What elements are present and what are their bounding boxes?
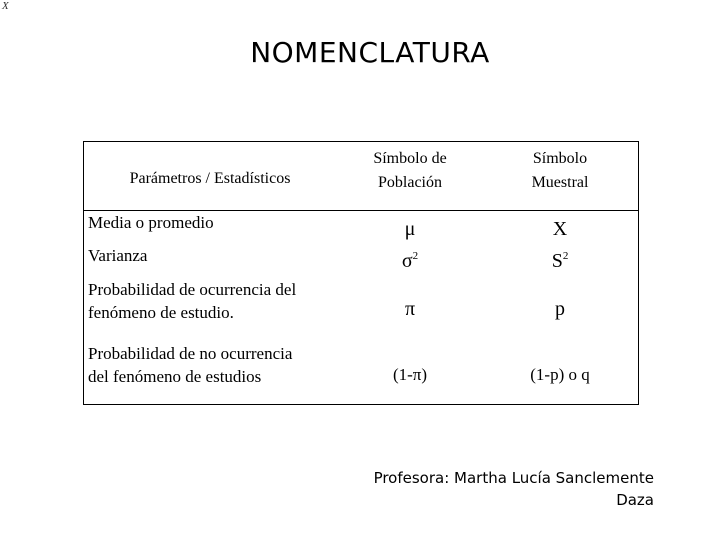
row-param-variance: Varianza (88, 246, 148, 265)
author-credit (334, 467, 654, 511)
row-param-probability-line1: Probabilidad de ocurrencia del (88, 280, 297, 299)
row-sample-symbol-variance: $S^2$ (551, 250, 569, 272)
header-pop-line1: Símbolo de (373, 150, 447, 167)
header-param: Parámetros / Estadísticos (129, 170, 291, 187)
author-line1: Profesora: Martha Lucía Sanclemente (373, 469, 654, 487)
row-sample-symbol-nonprobability: (1-p) o q (530, 365, 590, 384)
corner-mark: $\overline{X}$ (2, 0, 9, 12)
row-sample-symbol-probability: p (555, 298, 565, 320)
row-param-nonprobability-line2: del fenómeno de estudios (88, 367, 262, 386)
row-sample-symbol-mean: X (552, 218, 568, 240)
header-sample-line2: Muestral (531, 174, 589, 191)
row-param-nonprobability-line1: Probabilidad de no ocurrencia (88, 344, 293, 363)
header-sample-line1: Símbolo (532, 150, 588, 167)
author-line2: Daza (616, 491, 654, 509)
row-param-probability-line2: fenómeno de estudio. (88, 303, 234, 322)
row-pop-symbol-nonprobability: (1-π) (392, 365, 428, 384)
row-param-mean: Media o promedio (88, 213, 214, 232)
row-pop-symbol-variance: $\sigma^2$ (401, 250, 419, 272)
table-divider (83, 210, 639, 211)
row-pop-symbol-mean: μ (404, 218, 416, 240)
row-pop-symbol-probability: π (404, 298, 416, 320)
header-pop-line2: Población (378, 174, 442, 191)
page-title: NOMENCLATURA (250, 36, 490, 69)
